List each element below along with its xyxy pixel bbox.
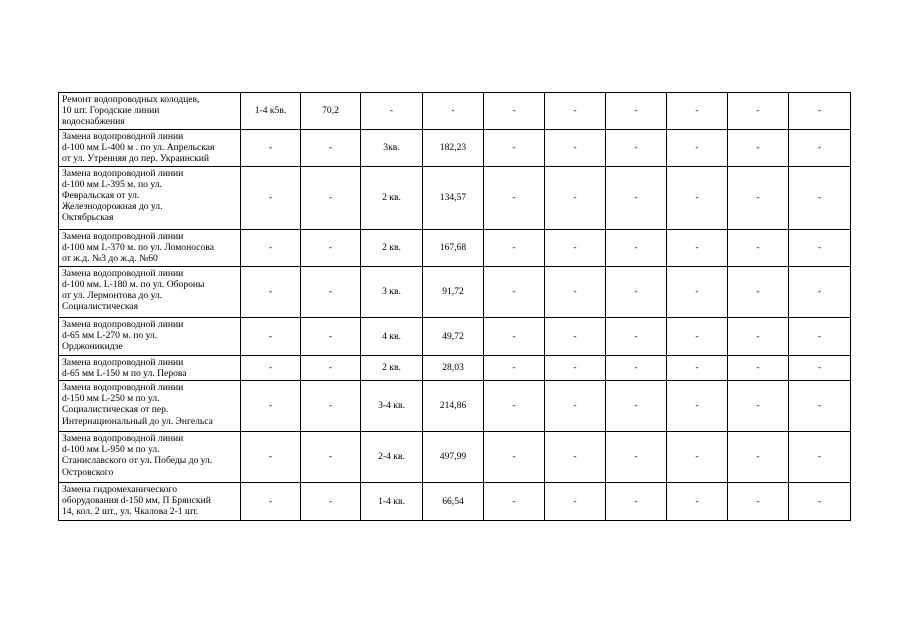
value-cell-col-3: - [301,355,361,380]
work-description-line: d-150 мм L-250 м по ул. [62,393,160,405]
value-cell-col-11: - [789,229,851,266]
value-cell-col-2: - [241,166,301,229]
work-description-line: от ул. Лермонтова до ул. [62,290,163,302]
table-row [59,317,851,355]
value-cell-col-6: - [484,166,545,229]
work-description-line: Замена водопроводной линии [62,267,184,279]
work-description-line: Железнодорожная до ул. [62,201,163,213]
work-description-line: Замена водопроводной линии [62,167,184,179]
value-cell-col-9: - [667,381,728,432]
value-cell-col-9: - [667,266,728,317]
value-cell-col-11: - [789,381,851,432]
value-cell-col-9: - [667,229,728,266]
work-description-cell [59,317,241,355]
work-description-line: d-100 мм. L-180 м. по ул. Обороны [62,278,205,290]
value-cell-col-2: - [241,229,301,266]
value-cell-col-7: - [545,483,606,521]
value-cell-col-8: - [606,355,667,380]
table-row [59,266,851,317]
value-cell-col-11: - [789,483,851,521]
value-cell-col-5: 66,54 [423,483,484,521]
value-cell-col-6: - [484,229,545,266]
value-cell-col-6: - [484,266,545,317]
work-description-cell [59,355,241,380]
value-cell-col-10: - [728,266,789,317]
value-cell-col-4: 2 кв. [361,229,423,266]
value-cell-col-10: - [728,229,789,266]
value-cell-col-2: - [241,381,301,432]
work-description-line: Замена водопроводной линии [62,131,184,142]
value-cell-col-7: - [545,229,606,266]
value-cell-col-8: - [606,229,667,266]
value-cell-col-7: - [545,432,606,483]
value-cell-col-4: 3-4 кв. [361,381,423,432]
value-cell-col-11: - [789,93,851,130]
work-description-line: от ж.д. №3 до ж.д. №60 [62,253,158,265]
value-cell-col-5: 28,03 [423,355,484,380]
table-row [59,381,851,432]
value-cell-col-5: 49,72 [423,317,484,355]
value-cell-col-8: - [606,93,667,130]
work-description-cell [59,166,241,229]
value-cell-col-7: - [545,355,606,380]
work-description-line: Социалистическая от пер. [62,404,169,416]
value-cell-col-3: - [301,130,361,167]
value-cell-col-2: - [241,432,301,483]
value-cell-col-5: 91,72 [423,266,484,317]
value-cell-col-9: - [667,166,728,229]
value-cell-col-8: - [606,483,667,521]
value-cell-col-3: - [301,381,361,432]
value-cell-col-5: - [423,93,484,130]
value-cell-col-4: - [361,93,423,130]
work-description-cell [59,93,241,130]
value-cell-col-11: - [789,432,851,483]
value-cell-col-8: - [606,266,667,317]
work-description-line: d-100 мм L-395 м. по ул. [62,178,162,190]
value-cell-col-2: 1-4 к5в. [241,93,301,130]
value-cell-col-7: - [545,130,606,167]
value-cell-col-6: - [484,432,545,483]
table-row [59,432,851,483]
work-description-line: d-65 мм L-150 м по ул. Перова [62,367,187,379]
work-description-line: d-65 мм L-270 м. по ул. [62,329,158,341]
work-description-line: оборудования d-150 мм, П Брянский [62,495,211,507]
value-cell-col-6: - [484,317,545,355]
work-description-cell [59,381,241,432]
value-cell-col-9: - [667,317,728,355]
value-cell-col-9: - [667,432,728,483]
work-description-cell [59,432,241,483]
work-description-line: Замена гидромеханического [62,484,177,496]
value-cell-col-11: - [789,355,851,380]
value-cell-col-9: - [667,130,728,167]
value-cell-col-3: - [301,229,361,266]
value-cell-col-4: 3 кв. [361,266,423,317]
value-cell-col-5: 214,86 [423,381,484,432]
value-cell-col-6: - [484,93,545,130]
table-row [59,93,851,130]
work-description-line: Замена водопроводной линии [62,230,184,242]
work-description-line: Станиславского от ул. Победы до ул. [62,455,213,467]
work-description-cell [59,483,241,521]
works-table [58,92,851,521]
value-cell-col-4: 2-4 кв. [361,432,423,483]
value-cell-col-11: - [789,266,851,317]
value-cell-col-7: - [545,93,606,130]
value-cell-col-7: - [545,266,606,317]
work-description-line: Замена водопроводной линии [62,382,184,394]
work-description-line: Февральская от ул. [62,190,140,202]
value-cell-col-5: 167,68 [423,229,484,266]
value-cell-col-6: - [484,381,545,432]
value-cell-col-10: - [728,93,789,130]
value-cell-col-4: 3кв. [361,130,423,167]
value-cell-col-10: - [728,483,789,521]
table-row [59,483,851,521]
work-description-line: 14, кол. 2 шт., ул. Чкалова 2-1 шт. [62,506,199,518]
value-cell-col-8: - [606,166,667,229]
table-row [59,229,851,266]
value-cell-col-5: 134,57 [423,166,484,229]
value-cell-col-8: - [606,317,667,355]
work-description-cell [59,229,241,266]
value-cell-col-2: - [241,483,301,521]
value-cell-col-3: - [301,432,361,483]
value-cell-col-3: 70,2 [301,93,361,130]
work-description-cell [59,130,241,167]
work-description-line: d-100 мм L-400 м . по ул. Апрельская [62,142,215,154]
value-cell-col-3: - [301,166,361,229]
value-cell-col-6: - [484,483,545,521]
value-cell-col-4: 1-4 кв. [361,483,423,521]
table-row [59,130,851,167]
value-cell-col-8: - [606,432,667,483]
value-cell-col-10: - [728,166,789,229]
value-cell-col-6: - [484,130,545,167]
value-cell-col-2: - [241,317,301,355]
value-cell-col-4: 4 кв. [361,317,423,355]
value-cell-col-3: - [301,483,361,521]
value-cell-col-6: - [484,355,545,380]
value-cell-col-11: - [789,317,851,355]
value-cell-col-3: - [301,266,361,317]
work-description-line: Ремонт водопроводных колодцев, [62,94,200,105]
work-description-line: Орджоникидзе [62,341,123,353]
value-cell-col-8: - [606,130,667,167]
value-cell-col-4: 2 кв. [361,355,423,380]
value-cell-col-7: - [545,166,606,229]
value-cell-col-10: - [728,381,789,432]
value-cell-col-9: - [667,355,728,380]
work-description-line: Замена водопроводной линии [62,356,184,368]
value-cell-col-5: 182,23 [423,130,484,167]
work-description-line: Замена водопроводной линии [62,318,184,330]
work-description-line: Островского [62,466,114,478]
work-description-line: 10 шт. Городские линии [62,105,160,117]
value-cell-col-8: - [606,381,667,432]
value-cell-col-7: - [545,317,606,355]
value-cell-col-10: - [728,355,789,380]
value-cell-col-11: - [789,166,851,229]
work-description-line: Социалистическая [62,301,139,313]
work-description-line: Интернациональный до ул. Энгельса [62,415,213,427]
value-cell-col-4: 2 кв. [361,166,423,229]
value-cell-col-7: - [545,381,606,432]
table-row [59,166,851,229]
work-description-line: водоснабжения [62,116,125,128]
value-cell-col-2: - [241,355,301,380]
value-cell-col-9: - [667,93,728,130]
value-cell-col-10: - [728,130,789,167]
work-description-line: d-100 мм L-370 м. по ул. Ломоносова [62,241,214,253]
work-description-cell [59,266,241,317]
value-cell-col-10: - [728,317,789,355]
value-cell-col-3: - [301,317,361,355]
work-description-line: Замена водопроводной линии [62,433,184,445]
work-description-line: Октябрьская [62,212,114,224]
table-row [59,355,851,380]
value-cell-col-9: - [667,483,728,521]
work-description-line: d-100 мм L-950 м по ул. [62,444,160,456]
value-cell-col-11: - [789,130,851,167]
work-description-line: от ул. Утренняя до пер. Украинский [62,153,210,165]
table-body [59,93,851,521]
value-cell-col-10: - [728,432,789,483]
value-cell-col-2: - [241,130,301,167]
value-cell-col-5: 497,99 [423,432,484,483]
value-cell-col-2: - [241,266,301,317]
